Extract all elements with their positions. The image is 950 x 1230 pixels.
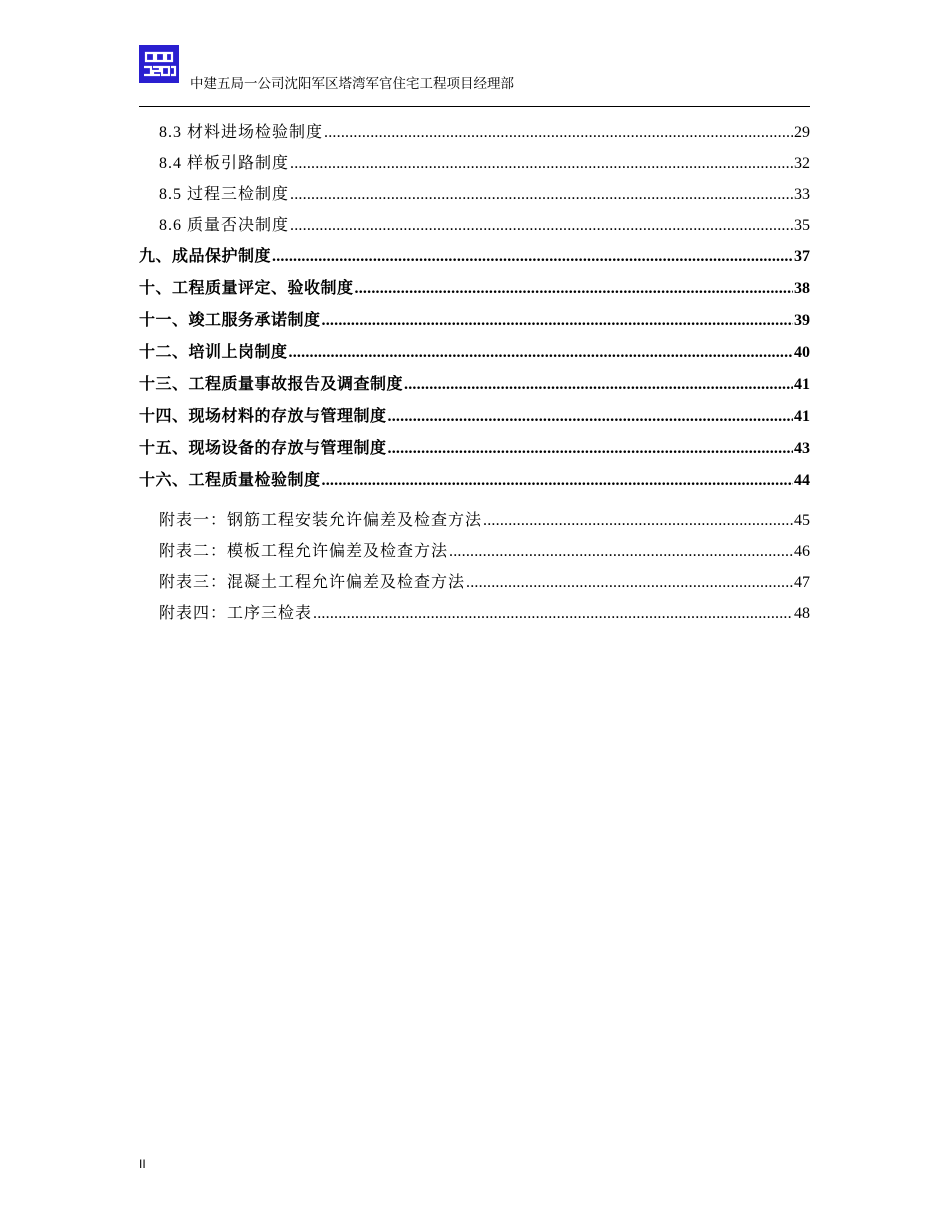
toc-entry-label: 8.6 质量否决制度: [159, 217, 290, 234]
toc-entry-label: 8.3 材料进场检验制度: [159, 124, 324, 141]
toc-dot-leader: [483, 505, 793, 536]
toc-chapter-label: 十四、现场材料的存放与管理制度: [139, 408, 387, 425]
page-number: II: [139, 1157, 146, 1171]
toc-chapter-page: 39: [794, 312, 810, 329]
toc-dot-leader: [290, 179, 793, 210]
toc-dot-leader: [290, 210, 793, 241]
toc-entry-label: 8.5 过程三检制度: [159, 186, 290, 203]
toc-dot-leader: [388, 401, 793, 433]
toc-appendix-3[interactable]: [139, 567, 810, 598]
toc-appendix-label: 附表二：模板工程允许偏差及检查方法: [159, 543, 449, 560]
toc-dot-leader: [388, 433, 793, 465]
toc-entry-page: 29: [794, 124, 810, 141]
toc-chapter-13[interactable]: [139, 369, 810, 401]
toc-entry-page: 35: [794, 217, 810, 234]
toc-entry-8-4[interactable]: [139, 148, 810, 179]
toc-dot-leader: [322, 305, 793, 337]
toc-dot-leader: [355, 273, 793, 305]
toc-chapter-label: 九、成品保护制度: [139, 248, 272, 265]
toc-chapter-page: 38: [794, 280, 810, 297]
toc-chapter-12[interactable]: [139, 337, 810, 369]
toc-spacer: [139, 497, 810, 505]
toc-dot-leader: [466, 567, 793, 598]
toc-entry-8-3[interactable]: [139, 117, 810, 148]
toc-dot-leader: [290, 148, 793, 179]
toc-chapter-label: 十六、工程质量检验制度: [139, 472, 321, 489]
toc-appendix-label: 附表三：混凝土工程允许偏差及检查方法: [159, 574, 466, 591]
toc-dot-leader: [313, 598, 793, 629]
toc-appendix-page: 48: [794, 605, 810, 622]
toc-chapter-11[interactable]: [139, 305, 810, 337]
toc-appendix-label: 附表四：工序三检表: [159, 605, 313, 622]
toc-chapter-label: 十一、竣工服务承诺制度: [139, 312, 321, 329]
toc-appendix-label: 附表一：钢筋工程安装允许偏差及检查方法: [159, 512, 483, 529]
toc-entry-page: 33: [794, 186, 810, 203]
header-title: 中建五局一公司沈阳军区塔湾军官住宅工程项目经理部: [190, 76, 514, 92]
toc-chapter-label: 十五、现场设备的存放与管理制度: [139, 440, 387, 457]
table-of-contents: [139, 117, 810, 629]
toc-dot-leader: [272, 241, 793, 273]
toc-appendix-page: 45: [794, 512, 810, 529]
toc-dot-leader: [449, 536, 793, 567]
toc-appendix-1[interactable]: [139, 505, 810, 536]
toc-chapter-10[interactable]: [139, 273, 810, 305]
toc-chapter-9[interactable]: [139, 241, 810, 273]
toc-chapter-15[interactable]: [139, 433, 810, 465]
toc-chapter-page: 44: [794, 472, 810, 489]
toc-entry-8-5[interactable]: [139, 179, 810, 210]
toc-entry-8-6[interactable]: [139, 210, 810, 241]
toc-chapter-label: 十、工程质量评定、验收制度: [139, 280, 354, 297]
toc-entry-page: 32: [794, 155, 810, 172]
toc-chapter-page: 37: [794, 248, 810, 265]
header-divider: [139, 106, 810, 107]
cscec-logo-icon: [139, 45, 179, 83]
toc-appendix-page: 47: [794, 574, 810, 591]
toc-appendix-4[interactable]: [139, 598, 810, 629]
toc-chapter-page: 41: [794, 408, 810, 425]
toc-chapter-label: 十三、工程质量事故报告及调查制度: [139, 376, 404, 393]
toc-dot-leader: [289, 337, 793, 369]
toc-chapter-16[interactable]: [139, 465, 810, 497]
toc-chapter-page: 41: [794, 376, 810, 393]
toc-chapter-14[interactable]: [139, 401, 810, 433]
toc-chapter-label: 十二、培训上岗制度: [139, 344, 288, 361]
toc-dot-leader: [324, 117, 793, 148]
page-header: [139, 44, 810, 107]
toc-dot-leader: [404, 369, 793, 401]
toc-dot-leader: [322, 465, 793, 497]
toc-entry-label: 8.4 样板引路制度: [159, 155, 290, 172]
toc-chapter-page: 40: [794, 344, 810, 361]
toc-chapter-page: 43: [794, 440, 810, 457]
toc-appendix-page: 46: [794, 543, 810, 560]
toc-appendix-2[interactable]: [139, 536, 810, 567]
